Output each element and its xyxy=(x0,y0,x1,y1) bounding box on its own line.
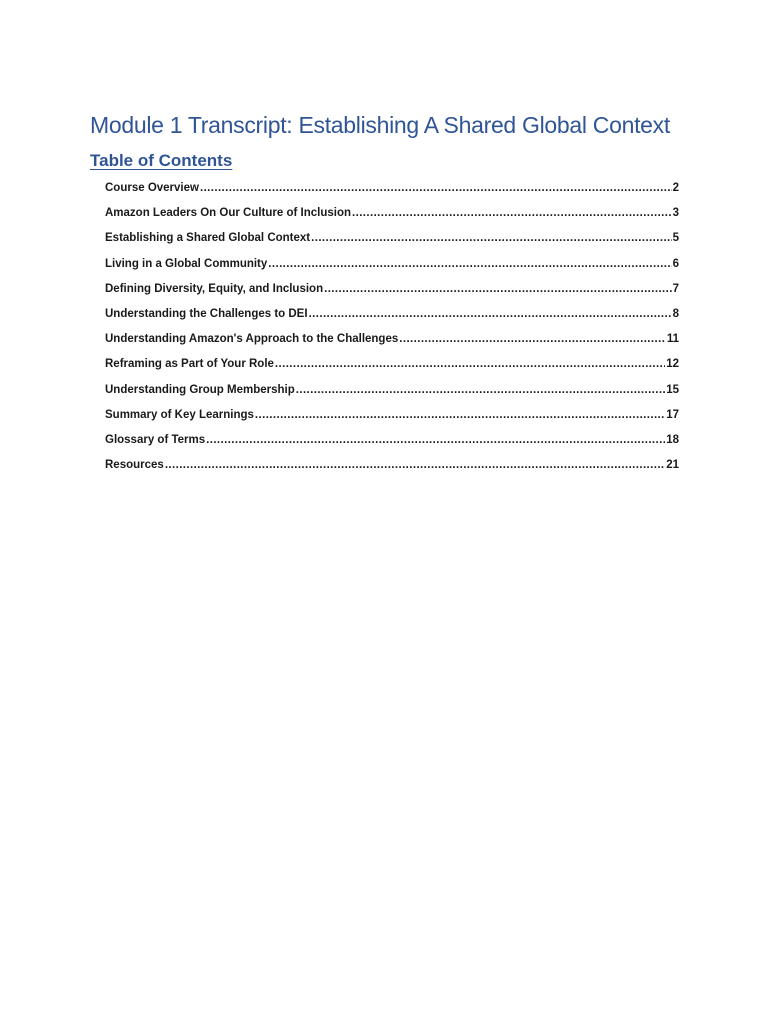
toc-entry-amazon-approach[interactable] xyxy=(105,329,679,354)
toc-entry-page-number: 15 xyxy=(666,383,679,396)
toc-dot-leader xyxy=(352,203,672,223)
toc-dot-leader xyxy=(275,354,665,374)
toc-entry-page-number: 3 xyxy=(672,207,679,220)
toc-entry-glossary[interactable] xyxy=(105,430,679,455)
toc-entry-page-number: 5 xyxy=(672,232,679,245)
toc-entry-label: Understanding the Challenges to DEI xyxy=(105,307,308,320)
toc-dot-leader xyxy=(206,430,665,450)
toc-entry-page-number: 21 xyxy=(666,459,679,472)
toc-dot-leader xyxy=(255,405,665,425)
toc-entry-page-number: 2 xyxy=(672,182,679,194)
toc-entry-page-number: 8 xyxy=(672,307,679,320)
toc-dot-leader xyxy=(296,380,665,400)
toc-entry-label: Amazon Leaders On Our Culture of Inclusion xyxy=(105,207,351,220)
toc-heading: Table of Contents xyxy=(90,151,233,170)
toc-entry-defining-dei[interactable] xyxy=(105,279,679,304)
toc-dot-leader xyxy=(309,304,672,324)
toc-dot-leader xyxy=(268,254,671,274)
toc-entry-label: Summary of Key Learnings xyxy=(105,408,254,421)
toc-entry-shared-global-context[interactable] xyxy=(105,228,679,253)
table-of-contents xyxy=(105,178,679,480)
toc-entry-page-number: 17 xyxy=(666,408,679,421)
toc-entry-page-number: 11 xyxy=(666,333,679,346)
toc-entry-label: Establishing a Shared Global Context xyxy=(105,232,311,245)
toc-entry-page-number: 6 xyxy=(672,257,679,270)
toc-entry-label: Resources xyxy=(105,459,164,472)
toc-entry-label: Living in a Global Community xyxy=(105,257,268,270)
toc-entry-global-community[interactable] xyxy=(105,254,679,279)
toc-entry-page-number: 18 xyxy=(666,433,679,446)
toc-entry-page-number: 12 xyxy=(666,358,679,371)
toc-entry-course-overview[interactable] xyxy=(105,178,679,203)
toc-entry-group-membership[interactable] xyxy=(105,380,679,405)
toc-entry-label: Glossary of Terms xyxy=(105,433,206,446)
toc-dot-leader xyxy=(311,228,671,248)
toc-dot-leader xyxy=(200,178,672,198)
toc-dot-leader xyxy=(165,455,665,475)
toc-entry-reframing-role[interactable] xyxy=(105,354,679,379)
toc-entry-challenges-to-dei[interactable] xyxy=(105,304,679,329)
toc-dot-leader xyxy=(324,279,671,299)
toc-entry-resources[interactable] xyxy=(105,455,679,480)
toc-entry-label: Reframing as Part of Your Role xyxy=(105,358,274,371)
toc-entry-page-number: 7 xyxy=(672,282,679,295)
toc-entry-amazon-leaders[interactable] xyxy=(105,203,679,228)
toc-entry-label: Understanding Amazon's Approach to the Challenges xyxy=(105,333,399,346)
toc-dot-leader xyxy=(399,329,666,349)
toc-entry-label: Understanding Group Membership xyxy=(105,383,295,396)
toc-entry-label: Defining Diversity, Equity, and Inclusion xyxy=(105,282,324,295)
toc-entry-key-learnings[interactable] xyxy=(105,405,679,430)
document-title: Module 1 Transcript: Establishing A Shared Global Context xyxy=(90,112,670,138)
toc-entry-label: Course Overview xyxy=(105,182,199,194)
